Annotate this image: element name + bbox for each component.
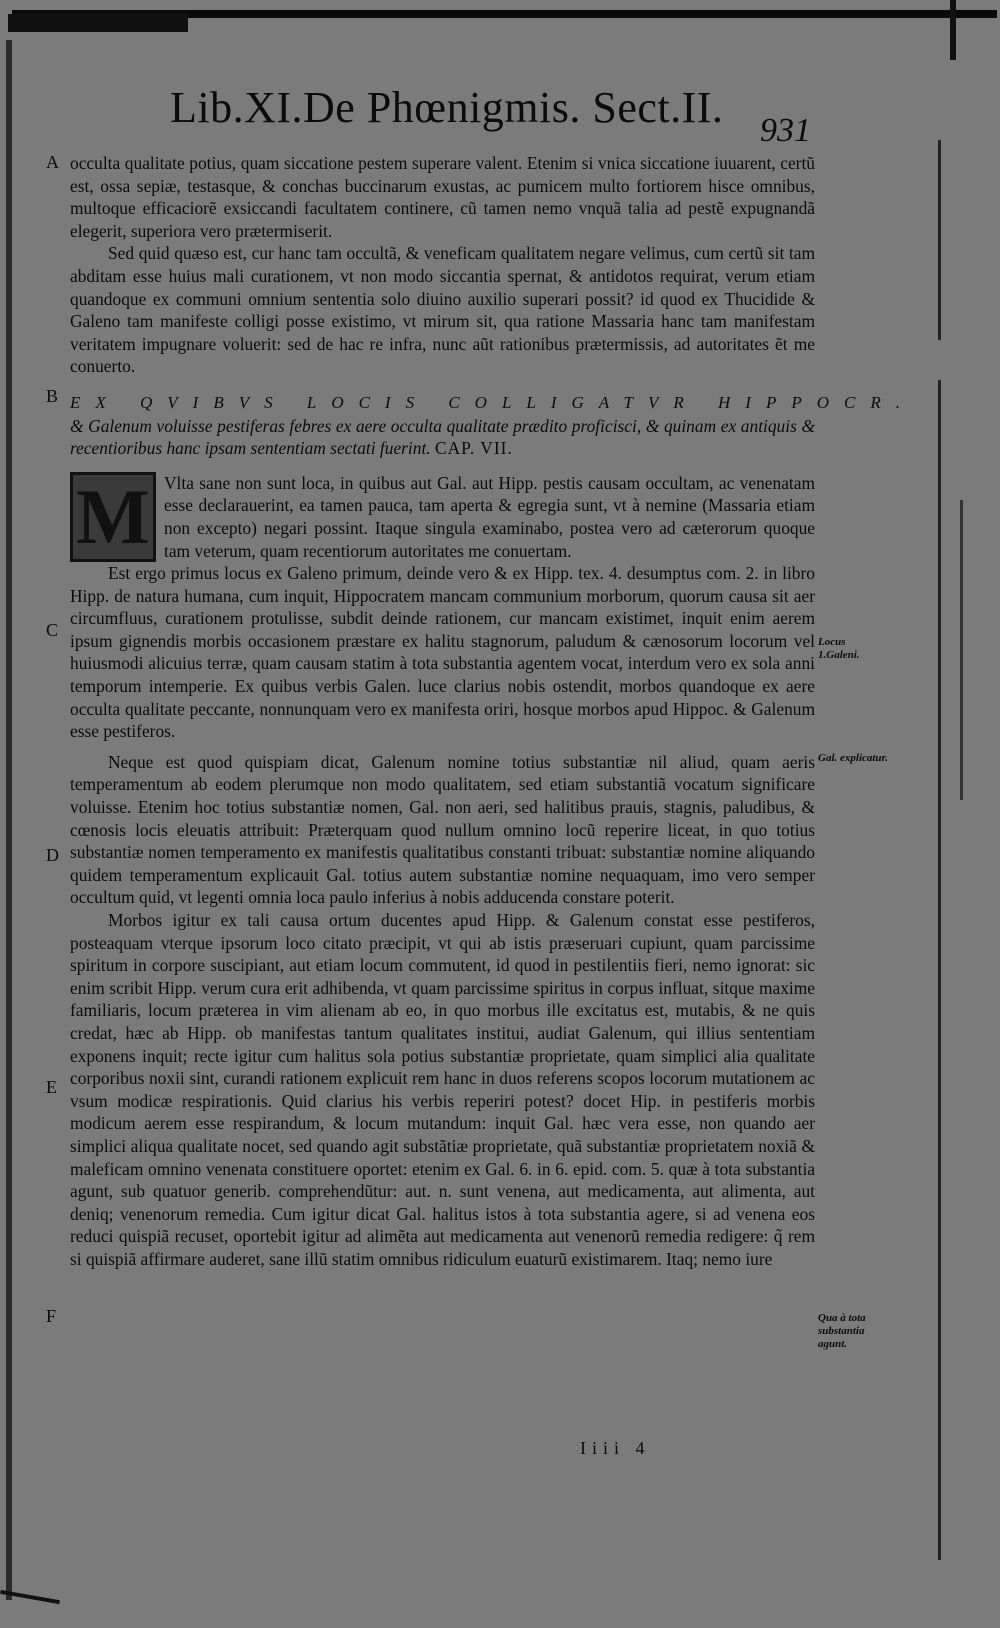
chapter-subtitle	[70, 415, 815, 460]
chapter-heading: EX QVIBVS LOCIS COLLIGATVR HIPPOCR.	[70, 392, 915, 412]
margin-letter-f: F	[46, 1306, 57, 1326]
paragraph: Morbos igitur ex tali causa ortum ducentes apud Hipp. & Galenum constat esse pestiferos, posteaquam vterque ipsorum loco citato præcipit, vt qui ab istis præseruari cupiunt, quam parcissime spiritum in corpore suscipiant, aut etiam locum commutent, id quod in pestilentiis fieri, nemo ignorat: sic enim scribit Hipp. verum cura erit adhibenda, vt quam parcissime spiritus in corpus influat, sitque maxime familiaris, locum præterea in vim alienam ab eo, in quo morbus ille excitatus est, mutabis, & ne quis credat, hæc ab Hipp. ob manifestas tantum qualitates institui, audiat Galenum, qui illius sententiam exponens inquit; recte igitur cum halitus sola potius substantiæ proprietate, quam simplici alia qualitate corporibus noxii sint, curandi rationem explicuit rem hanc in duos referens scopos locorum mutationem ac vsum modicæ respirationis. Quid clarius his verbis reperiri potest? docet Hip. in pestiferis morbis modicum aerem esse respirandum, & locum mutandum: inquit Gal. hæc vera esse, non quando aer simplici aliqua qualitate nocet, sed quando agit substãtiæ proprietate, quã substantiæ proprietatem noxiã & maleficam omnino venenata constituere oportet: etenim ex Gal. 6. in 6. epid. com. 5. quæ à tota substantia agunt, sub quatuor generib. comprehendũtur: aut. n. sunt venena, aut medicamenta, aut alimenta, aut deniq; venenorum remedia. Cum igitur dicat Gal. halitus istos à tota substantia agere, si ad venena eos reduci quispiã recuset, oportebit igitur ad alimẽta aut medicamenta aut venenorũ remedia redigere: q̃ rem si quispiã affirmare auderet, sane illũ statim omnibus ridiculum euaturũ existimarem. Itaq; nemo iure	[70, 910, 815, 1269]
signature-mark: Iiii 4	[580, 1438, 651, 1458]
right-margin-line	[960, 500, 963, 800]
right-edge-mark	[950, 0, 956, 60]
paragraph-text: Vlta sane non sunt loca, in quibus aut Gal. aut Hipp. pestis causam occultam, ac venenatam esse declarauerint, ea tamen pauca, tam aperta & egregia sunt, vt à nemine (Massaria etiam non excepto) negari possint. Itaque singula examinabo, postea vero ad cæterorum quoque tam veterum, quam recentiorum autoritates me conuertam.	[164, 472, 815, 561]
decorated-initial: M	[70, 472, 156, 562]
margin-letter-d: D	[46, 845, 59, 865]
chapter-label: CAP. VII.	[435, 438, 513, 459]
paragraph: occulta qualitate potius, quam siccatione pestem superare valent. Etenim si vnica siccatione iuuarent, certũ est, ossa sepiæ, testasque, & conchas buccinarum exustas, ac pumicem multo fortiorem hisce omnibus, multoque efficaciorẽ exsiccandi facultatem continere, cũ tamen nemo vnquã talia ad pestẽ expugnandã elegerit, superiora vero prætermiserit.	[70, 153, 815, 241]
margin-letter-c: C	[46, 620, 59, 640]
paragraph: Sed quid quæso est, cur hanc tam occultã, & veneficam qualitatem negare velimus, cum certũ sit tam abditam esse huius mali curationem, vt non modo siccantia spernat, & antidotos requirat, verum etiam quandoque ex communi omnium sententia solo diuino auxilio superari possit? id quod ex Thucidide & Galeno tam manifeste colligi posse existimo, vt mirum sit, qua ratione Massaria hanc tam manifestam veritatem impugnare voluerit: sed de hac re infra, nunc aũt rationibus prætermissis, ad autoritates ẽt me conuerto.	[70, 243, 815, 377]
top-edge-mark	[8, 14, 188, 32]
right-margin-line	[938, 140, 941, 340]
margin-note: Qua à tota substantia agunt.	[818, 1312, 866, 1350]
margin-note: Gal. explicatur.	[818, 752, 888, 764]
margin-letter-a: A	[46, 152, 59, 172]
running-title: Lib.XI.De Phœnigmis. Sect.II.	[170, 83, 724, 132]
margin-letter-b: B	[46, 386, 59, 406]
paragraph: Neque est quod quispiam dicat, Galenum nomine totius substantiæ nil aliud, quam aeris temperamentum ab eodem plerumque non modo qualitatem, sed etiam substantiã vocatum significare voluisse. Etenim hoc totius substantiæ nomen, Gal. non aeri, sed halitibus prauis, stagnis, paludibus, & cœnosis locis eleuatis attribuit: Præterquam quod nullum omnino locũ reperire liceat, in quo totius substantiæ nomen temperamento ex manifestis qualitatibus constanti tribuat: substantiæ nomine aliquando quidem temperamentum explicauit Gal. totius autem substantiæ nomine nequaquam, imo vero semper occultum quid, vt legenti omnia loca paulo inferius à nobis adducenda constare poterit.	[70, 751, 815, 908]
margin-letter-e: E	[46, 1077, 57, 1097]
margin-note: Locus 1.Galeni.	[818, 636, 860, 661]
page-number: 931	[760, 112, 811, 149]
right-margin-line	[938, 380, 941, 1560]
paragraph: Est ergo primus locus ex Galeno primum, deinde vero & ex Hipp. tex. 4. desumptus com. 2. in libro Hipp. de natura humana, cum inquit, Hippocratem mancam communium morborum, quorum causa sit aer circumfluus, curationem protulisse, subdit deinde rationem, cur mancam existimet, inquit enim aerem ipsum gignendis morbis occasionem præstare ex halitu stagnorum, paludum & cænosorum locorum vel huiusmodi alicuius terræ, quam causam statim à tota substantia agentem vocat, interdum vero ex sola anni temporum intemperie. Ex quibus verbis Galen. luce clarius nobis ostendit, morbos quandoque ex aere occulta qualitate peccante, nonnunquam vero ex manifesta oriri, hosque morbos apud Hippoc. & Galenum esse pestiferos.	[70, 563, 815, 742]
chapter-subtitle-text: & Galenum voluisse pestiferas febres ex aere occulta qualitate prædito proficisci, & quinam ex antiquis & recentioribus hanc ipsam sententiam sectati fuerint.	[70, 415, 815, 459]
paragraph	[70, 472, 815, 562]
left-binding-edge	[6, 40, 12, 1600]
